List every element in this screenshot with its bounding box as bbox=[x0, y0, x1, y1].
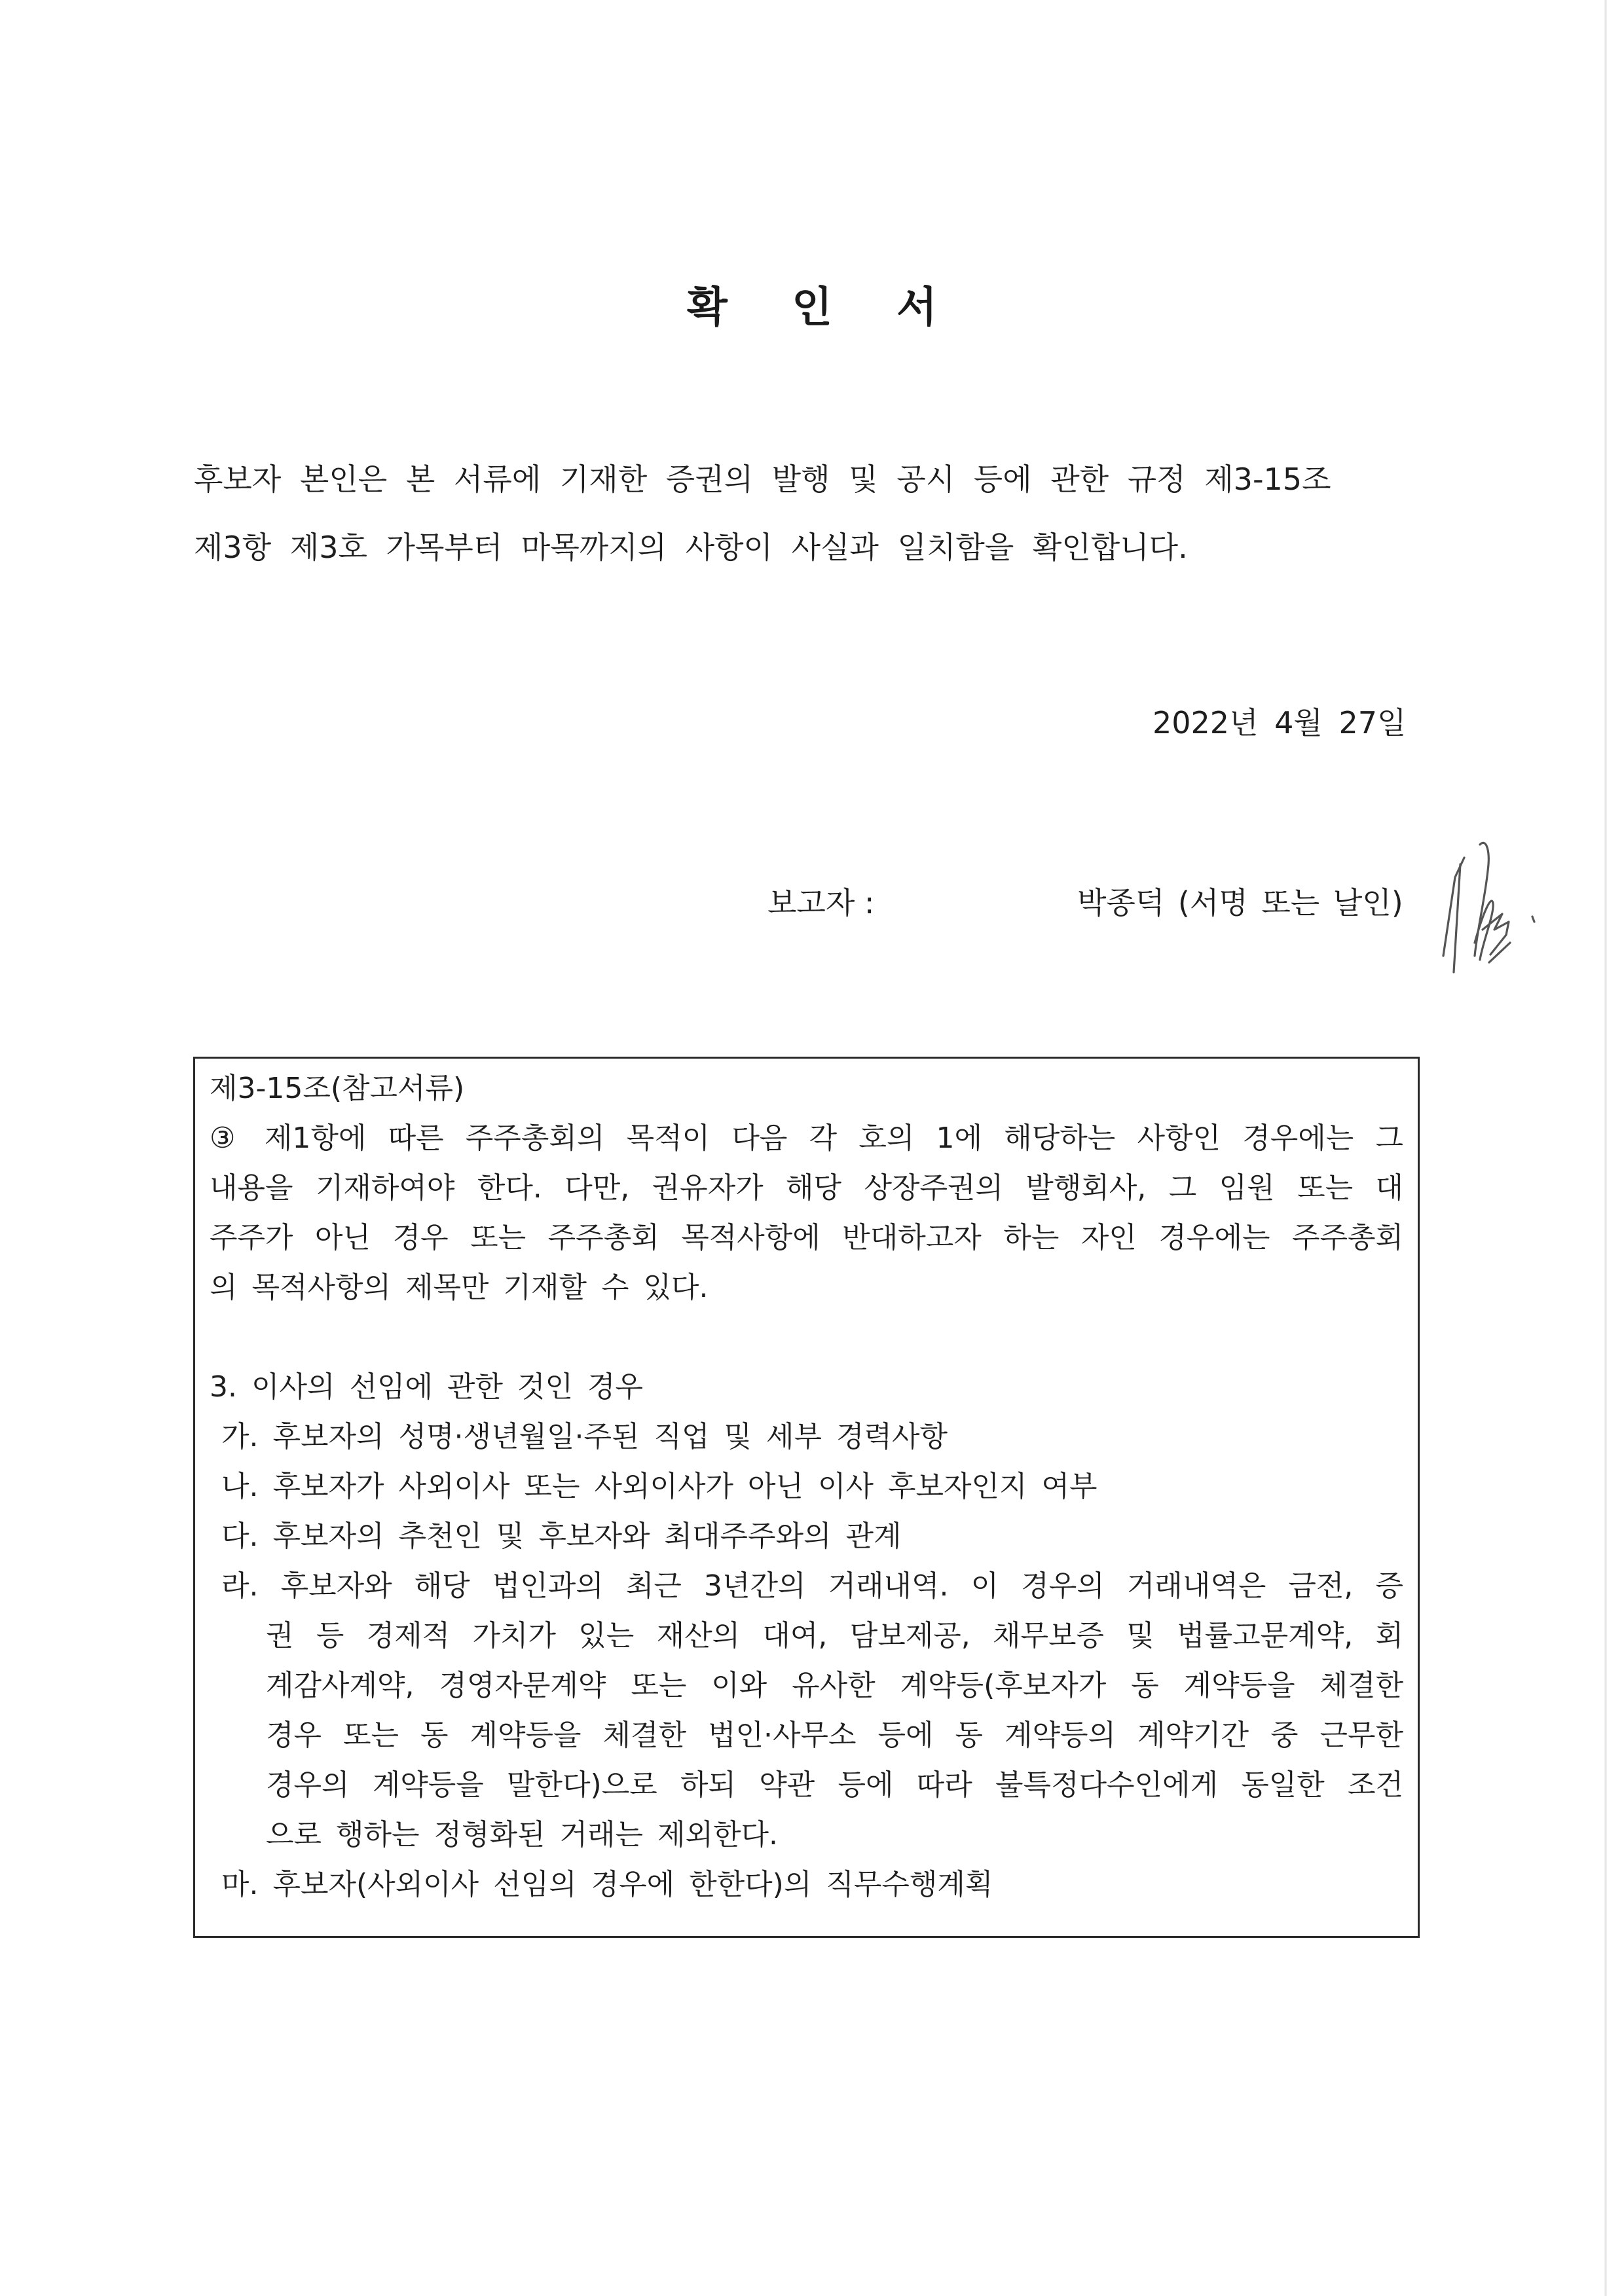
reporter-name: 박종덕 (서명 또는 날인) bbox=[1077, 885, 1403, 920]
list-item-ra-continuation: 경우의 계약등을 말한다)으로 하되 약관 등에 따라 불특정다수인에게 동일한 조건 bbox=[266, 1768, 1403, 1802]
list-item-ra: 라. 후보자와 해당 법인과의 최근 3년간의 거래내역. 이 경우의 거래내역은 금전, 증 bbox=[221, 1569, 1403, 1603]
list-item-ga: 가. 후보자의 성명·생년월일·주된 직업 및 세부 경력사항 bbox=[221, 1420, 948, 1453]
statement-line: 제3항 제3호 가목부터 마목까지의 사항이 사실과 일치함을 확인합니다. bbox=[194, 530, 1188, 565]
list-item-ma: 마. 후보자(사외이사 선임의 경우에 한한다)의 직무수행계획 bbox=[221, 1868, 993, 1901]
reporter-label: 보고자 : bbox=[767, 885, 875, 920]
regulation-paragraph-line: ③ 제1항에 따른 주주총회의 목적이 다음 각 호의 1에 해당하는 사항인 경우에는 그 bbox=[210, 1121, 1403, 1155]
regulation-paragraph-line: 내용을 기재하여야 한다. 다만, 권유자가 해당 상장주권의 발행회사, 그 임원 또는 대 bbox=[210, 1171, 1404, 1205]
list-item-na: 나. 후보자가 사외이사 또는 사외이사가 아닌 이사 후보자인지 여부 bbox=[221, 1470, 1098, 1503]
list-item-da: 다. 후보자의 추천인 및 후보자와 최대주주와의 관계 bbox=[221, 1520, 902, 1553]
signature-icon bbox=[1434, 831, 1552, 982]
list-item-ra-continuation: 계감사계약, 경영자문계약 또는 이와 유사한 계약등(후보자가 동 계약등을 체결한 bbox=[266, 1669, 1403, 1702]
spacer bbox=[210, 1313, 1403, 1362]
scan-edge-artifact bbox=[1604, 0, 1607, 2296]
document-date: 2022년 4월 27일 bbox=[1153, 705, 1407, 740]
section-heading: 3. 이사의 선임에 관한 것인 경우 bbox=[210, 1370, 643, 1404]
regulation-paragraph-line: 주주가 아닌 경우 또는 주주총회 목적사항에 반대하고자 하는 자인 경우에는 주주총회 bbox=[210, 1221, 1403, 1254]
list-item-ra-continuation: 으로 행하는 정형화된 거래는 제외한다. bbox=[266, 1818, 778, 1851]
statement-line: 후보자 본인은 본 서류에 기재한 증권의 발행 및 공시 등에 관한 규정 제3-15조 bbox=[194, 462, 1331, 497]
regulation-heading: 제3-15조(참고서류) bbox=[210, 1072, 465, 1105]
regulation-paragraph-line: 의 목적사항의 제목만 기재할 수 있다. bbox=[210, 1271, 709, 1304]
list-item-ra-continuation: 권 등 경제적 가치가 있는 재산의 대여, 담보제공, 채무보증 및 법률고문계약, 회 bbox=[266, 1619, 1403, 1652]
page-title: 확 인 서 bbox=[686, 283, 963, 332]
reference-regulation-box bbox=[193, 1057, 1420, 1938]
confirmation-statement bbox=[194, 445, 1438, 581]
list-item-ra-continuation: 경우 또는 동 계약등을 체결한 법인·사무소 등에 동 계약등의 계약기간 중 근무한 bbox=[266, 1719, 1403, 1752]
